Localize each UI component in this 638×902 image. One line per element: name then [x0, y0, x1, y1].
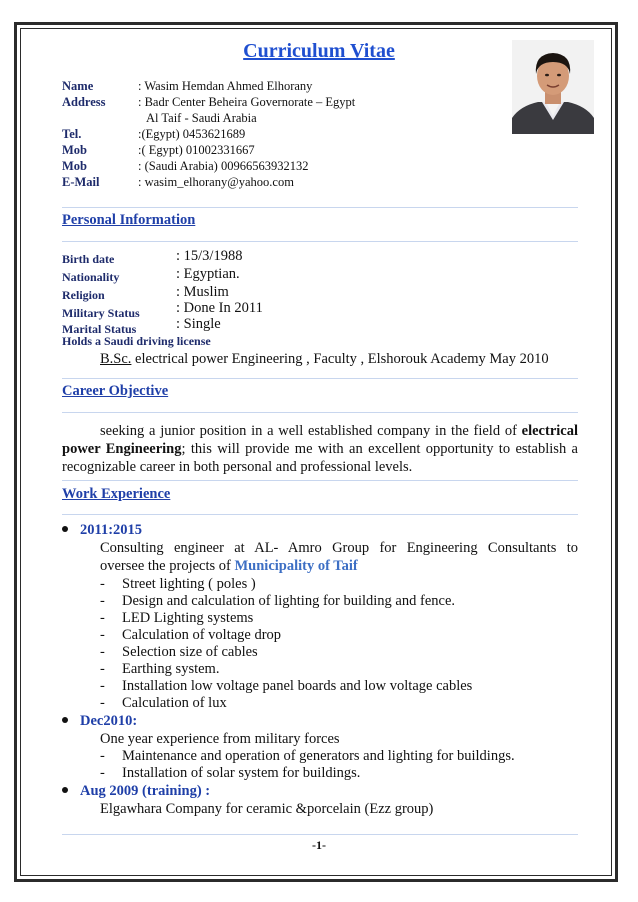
task-item: - Selection size of cables [100, 644, 258, 660]
personal-label: Marital Status [62, 322, 137, 336]
job-description: One year experience from military forces [100, 731, 340, 747]
contact-label: Mob [62, 159, 87, 173]
personal-label: Nationality [62, 270, 120, 284]
contact-value: : Badr Center Beheira Governorate – Egypt [138, 95, 356, 109]
contact-label: E-Mail [62, 175, 100, 189]
section-heading-work: Work Experience [62, 486, 171, 502]
cv-title: Curriculum Vitae [243, 40, 395, 62]
task-item: - Earthing system. [100, 661, 220, 677]
job-description: Consulting engineer at AL- Amro Group for Engineering Consultants to [100, 540, 578, 556]
task-item: - Street lighting ( poles ) [100, 576, 256, 592]
task-item: - Installation of solar system for buildings. [100, 765, 361, 781]
section-divider [62, 378, 578, 379]
personal-value: : Single [176, 316, 221, 332]
contact-label: Tel. [62, 127, 82, 141]
task-item: - Installation low voltage panel boards and low voltage cables [100, 678, 473, 694]
task-item: - LED Lighting systems [100, 610, 254, 626]
objective-bold: electrical power Engineering [62, 423, 578, 457]
personal-value: : Egyptian. [176, 266, 240, 282]
personal-value: : Done In 2011 [176, 300, 263, 316]
contact-label: Mob [62, 143, 87, 157]
contact-label: Address [62, 95, 106, 109]
section-divider [62, 207, 578, 208]
personal-value: : Muslim [176, 284, 229, 300]
section-divider [62, 514, 578, 515]
degree-detail: electrical power Engineering , Faculty , Elshorouk Academy May 2010 [131, 351, 549, 367]
section-divider [62, 412, 578, 413]
page-number: -1- [312, 838, 326, 852]
contact-label: Name [62, 79, 94, 93]
job-period: Aug 2009 (training) : [62, 783, 210, 800]
task-item: - Maintenance and operation of generators and lighting for buildings. [100, 748, 515, 764]
driving-license: Holds a Saudi driving license [62, 334, 211, 348]
section-heading-personal: Personal Information [62, 212, 196, 228]
degree [100, 351, 549, 368]
section-divider [62, 241, 578, 242]
contact-value: : (Saudi Arabia) 00966563932132 [138, 159, 309, 173]
bullet-icon [62, 717, 68, 723]
section-heading-objective: Career Objective [62, 383, 169, 399]
job-period: Dec2010: [62, 713, 137, 730]
personal-label: Military Status [62, 306, 140, 320]
contact-value: : wasim_elhorany@yahoo.com [138, 175, 294, 189]
section-divider [62, 480, 578, 481]
bullet-icon [62, 787, 68, 793]
task-item: - Design and calculation of lighting for building and fence. [100, 593, 456, 609]
footer-divider [62, 834, 578, 835]
task-item: - Calculation of voltage drop [100, 627, 282, 643]
degree-abbr: B.Sc. [100, 351, 132, 367]
contact-value: :( Egypt) 01002331667 [138, 143, 255, 157]
objective-text [62, 422, 578, 476]
job-period: 2011:2015 [62, 522, 142, 539]
contact-value: :(Egypt) 0453621689 [138, 127, 246, 141]
personal-label: Birth date [62, 252, 115, 266]
contact-value: : Wasim Hemdan Ahmed Elhorany [138, 79, 313, 93]
personal-label: Religion [62, 288, 105, 302]
highlight-client: Municipality of Taif [234, 558, 358, 574]
profile-photo [512, 40, 594, 134]
job-description: oversee the projects of Municipality of Taif [100, 558, 358, 574]
objective-part: seeking a junior position in a well established company in the field of [100, 423, 522, 439]
job-description: Elgawhara Company for ceramic &porcelain (Ezz group) [100, 801, 434, 817]
contact-value: Al Taif - Saudi Arabia [146, 111, 257, 125]
objective-part: ; this will provide me with an excellent opportunity to establish a recognizable career in both personal and professional levels. [62, 441, 578, 475]
personal-value: : 15/3/1988 [176, 248, 243, 264]
task-item: - Calculation of lux [100, 695, 227, 711]
bullet-icon [62, 526, 68, 532]
